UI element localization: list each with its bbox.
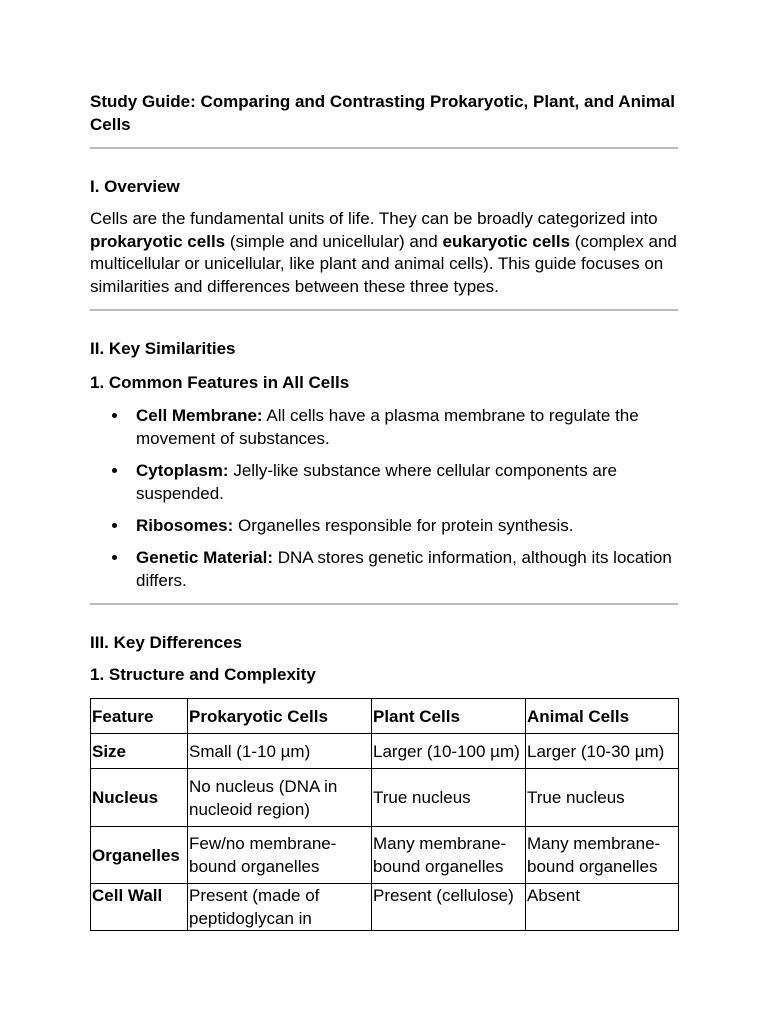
table-cell: Cell Wall (91, 884, 188, 931)
subheading-structure: 1. Structure and Complexity (90, 665, 316, 684)
list-item (90, 404, 678, 450)
subheading-common-features: 1. Common Features in All Cells (90, 373, 350, 392)
divider (90, 309, 678, 311)
section-heading-similarities: II. Key Similarities (90, 339, 236, 358)
table-cell: Present (cellulose) (372, 884, 526, 931)
table-cell: Organelles (91, 827, 188, 884)
overview-text-1: Cells are the fundamental units of life. They can be broadly categorized into (90, 209, 658, 228)
list-item-desc: All cells have a plasma membrane to regulate the movement of substances. (136, 406, 639, 448)
table-cell: Nucleus (91, 769, 188, 827)
list-item-term: Cytoplasm: (136, 461, 229, 480)
list-item-term: Genetic Material: (136, 548, 273, 567)
overview-text-2: (simple and unicellular) and (229, 231, 438, 251)
bullet-icon (112, 555, 117, 560)
overview-bold-eukaryotic: eukaryotic cells (442, 231, 571, 251)
table-cell: Larger (10-100 µm) (372, 734, 526, 769)
bullet-icon (112, 413, 117, 418)
table-cell: Small (1-10 µm) (188, 734, 372, 769)
table-cell: Absent (526, 884, 679, 931)
table-header-cell: Animal Cells (526, 699, 679, 734)
list-item (90, 514, 678, 537)
table-cell: Larger (10-30 µm) (526, 734, 679, 769)
bullet-icon (112, 523, 117, 528)
list-item-desc: DNA stores genetic information, although its location differs. (136, 548, 672, 590)
list-item-term: Ribosomes: (136, 516, 234, 535)
list-item-desc: Organelles responsible for protein synthesis. (238, 516, 574, 535)
divider (90, 147, 678, 149)
table-header-cell: Plant Cells (372, 699, 526, 734)
overview-text-3: (complex and multicellular or unicellular, like plant and animal cells). This guide focuses on similarities and differences between these three types. (90, 231, 677, 296)
table-cell: True nucleus (372, 769, 526, 827)
overview-paragraph (90, 208, 678, 298)
table-cell: True nucleus (526, 769, 679, 827)
section-heading-differences: III. Key Differences (90, 633, 243, 652)
table-cell: Present (made of peptidoglycan in (188, 884, 372, 931)
list-item-term: Cell Membrane: (136, 406, 263, 425)
comparison-table (90, 698, 679, 931)
table-header-cell: Prokaryotic Cells (188, 699, 372, 734)
similarities-list (90, 404, 678, 592)
table-row (91, 884, 679, 931)
table-cell: Many membrane-bound organelles (372, 827, 526, 884)
bullet-icon (112, 468, 117, 473)
table-cell: Size (91, 734, 188, 769)
overview-bold-prokaryotic: prokaryotic cells (90, 231, 226, 251)
table-header-cell: Feature (91, 699, 188, 734)
table-header-row (91, 699, 679, 734)
table-cell: Few/no membrane-bound organelles (188, 827, 372, 884)
list-item (90, 546, 678, 592)
table-row (91, 734, 679, 769)
list-item-desc: Jelly-like substance where cellular components are suspended. (136, 461, 617, 503)
divider (90, 603, 678, 605)
table-row (91, 827, 679, 884)
list-item (90, 459, 678, 505)
table-row (91, 769, 679, 827)
table-cell: No nucleus (DNA in nucleoid region) (188, 769, 372, 827)
document (90, 90, 678, 931)
document-title: Study Guide: Comparing and Contrasting Prokaryotic, Plant, and Animal Cells (90, 92, 675, 134)
section-heading-overview: I. Overview (90, 177, 180, 196)
table-cell: Many membrane-bound organelles (526, 827, 679, 884)
